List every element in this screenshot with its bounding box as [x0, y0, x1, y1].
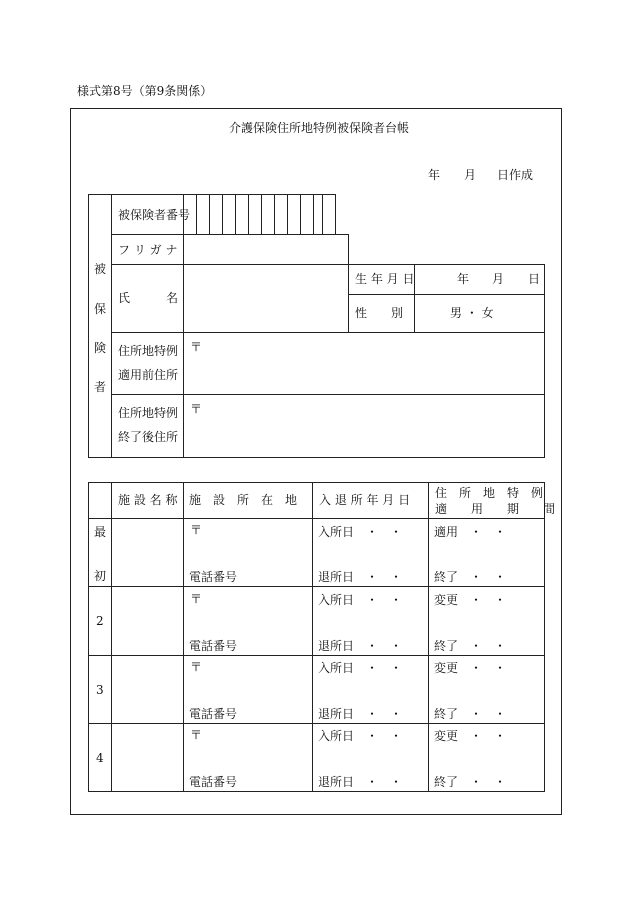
row2-move-in: 入所日 ・ ・ [318, 593, 403, 607]
after-address-label-1: 住所地特例 [118, 406, 179, 420]
form-number: 様式第8号（第9条関係） [77, 84, 213, 98]
header-period-line1: 住 所 地 特 例 [435, 486, 544, 500]
row3-phone-label: 電話番号 [189, 707, 238, 721]
row2-period-start: 変更 ・ ・ [434, 593, 507, 607]
row2-label: 2 [96, 614, 104, 628]
date-year: 年 [428, 168, 441, 182]
row1-move-out: 退所日 ・ ・ [318, 570, 403, 584]
insured-number-label: 被保険者番号 [118, 208, 191, 222]
row3-move-in: 入所日 ・ ・ [318, 661, 403, 675]
date-day-created: 日作成 [497, 168, 534, 182]
name-label: 氏 名 [118, 291, 179, 305]
header-facility-location: 施 設 所 在 地 [189, 493, 298, 507]
dob-label: 生 年 月 日 [355, 272, 415, 286]
after-address-label-2: 終了後住所 [118, 430, 179, 444]
row1-period-end: 終了 ・ ・ [434, 570, 507, 584]
prev-address-label-1: 住所地特例 [118, 344, 179, 358]
prev-address-postal-mark: 〒 [190, 340, 203, 354]
header-move-dates: 入 退 所 年 月 日 [319, 493, 411, 507]
row2-period-end: 終了 ・ ・ [434, 639, 507, 653]
row3-label: 3 [96, 683, 104, 697]
row4-move-in: 入所日 ・ ・ [318, 729, 403, 743]
row1-label-line2: 初 [94, 569, 107, 583]
row4-period-end: 終了 ・ ・ [434, 775, 507, 789]
insured-side-label-2: 保 [94, 302, 107, 316]
row4-period-start: 変更 ・ ・ [434, 729, 507, 743]
row3-postal-mark: 〒 [190, 660, 203, 674]
header-period-line2: 適 用 期 間 [435, 502, 556, 516]
dob-month: 月 [492, 272, 505, 286]
row3-move-out: 退所日 ・ ・ [318, 707, 403, 721]
row4-move-out: 退所日 ・ ・ [318, 775, 403, 789]
furigana-label: フ リ ガ ナ [118, 243, 178, 257]
row4-phone-label: 電話番号 [189, 775, 238, 789]
after-address-postal-mark: 〒 [190, 402, 203, 416]
row4-postal-mark: 〒 [190, 728, 203, 742]
sex-label: 性 別 [355, 306, 404, 320]
dob-year: 年 [457, 272, 470, 286]
row1-postal-mark: 〒 [190, 523, 203, 537]
row3-period-start: 変更 ・ ・ [434, 661, 507, 675]
row2-phone-label: 電話番号 [189, 639, 238, 653]
row1-label-line1: 最 [94, 525, 107, 539]
row4-label: 4 [96, 751, 104, 765]
insured-side-label-1: 被 [94, 262, 107, 276]
row1-period-start: 適用 ・ ・ [434, 525, 507, 539]
prev-address-label-2: 適用前住所 [118, 368, 179, 382]
insured-side-label-4: 者 [94, 380, 107, 394]
dob-day: 日 [528, 272, 541, 286]
row3-period-end: 終了 ・ ・ [434, 707, 507, 721]
row1-move-in: 入所日 ・ ・ [318, 525, 403, 539]
header-facility-name: 施 設 名 称 [118, 493, 178, 507]
row2-move-out: 退所日 ・ ・ [318, 639, 403, 653]
date-month: 月 [464, 168, 477, 182]
page-title: 介護保険住所地特例被保険者台帳 [229, 121, 410, 135]
row2-postal-mark: 〒 [190, 592, 203, 606]
insured-side-label-3: 険 [94, 341, 107, 355]
sex-value: 男 ・ 女 [450, 306, 494, 320]
row1-phone-label: 電話番号 [189, 570, 238, 584]
